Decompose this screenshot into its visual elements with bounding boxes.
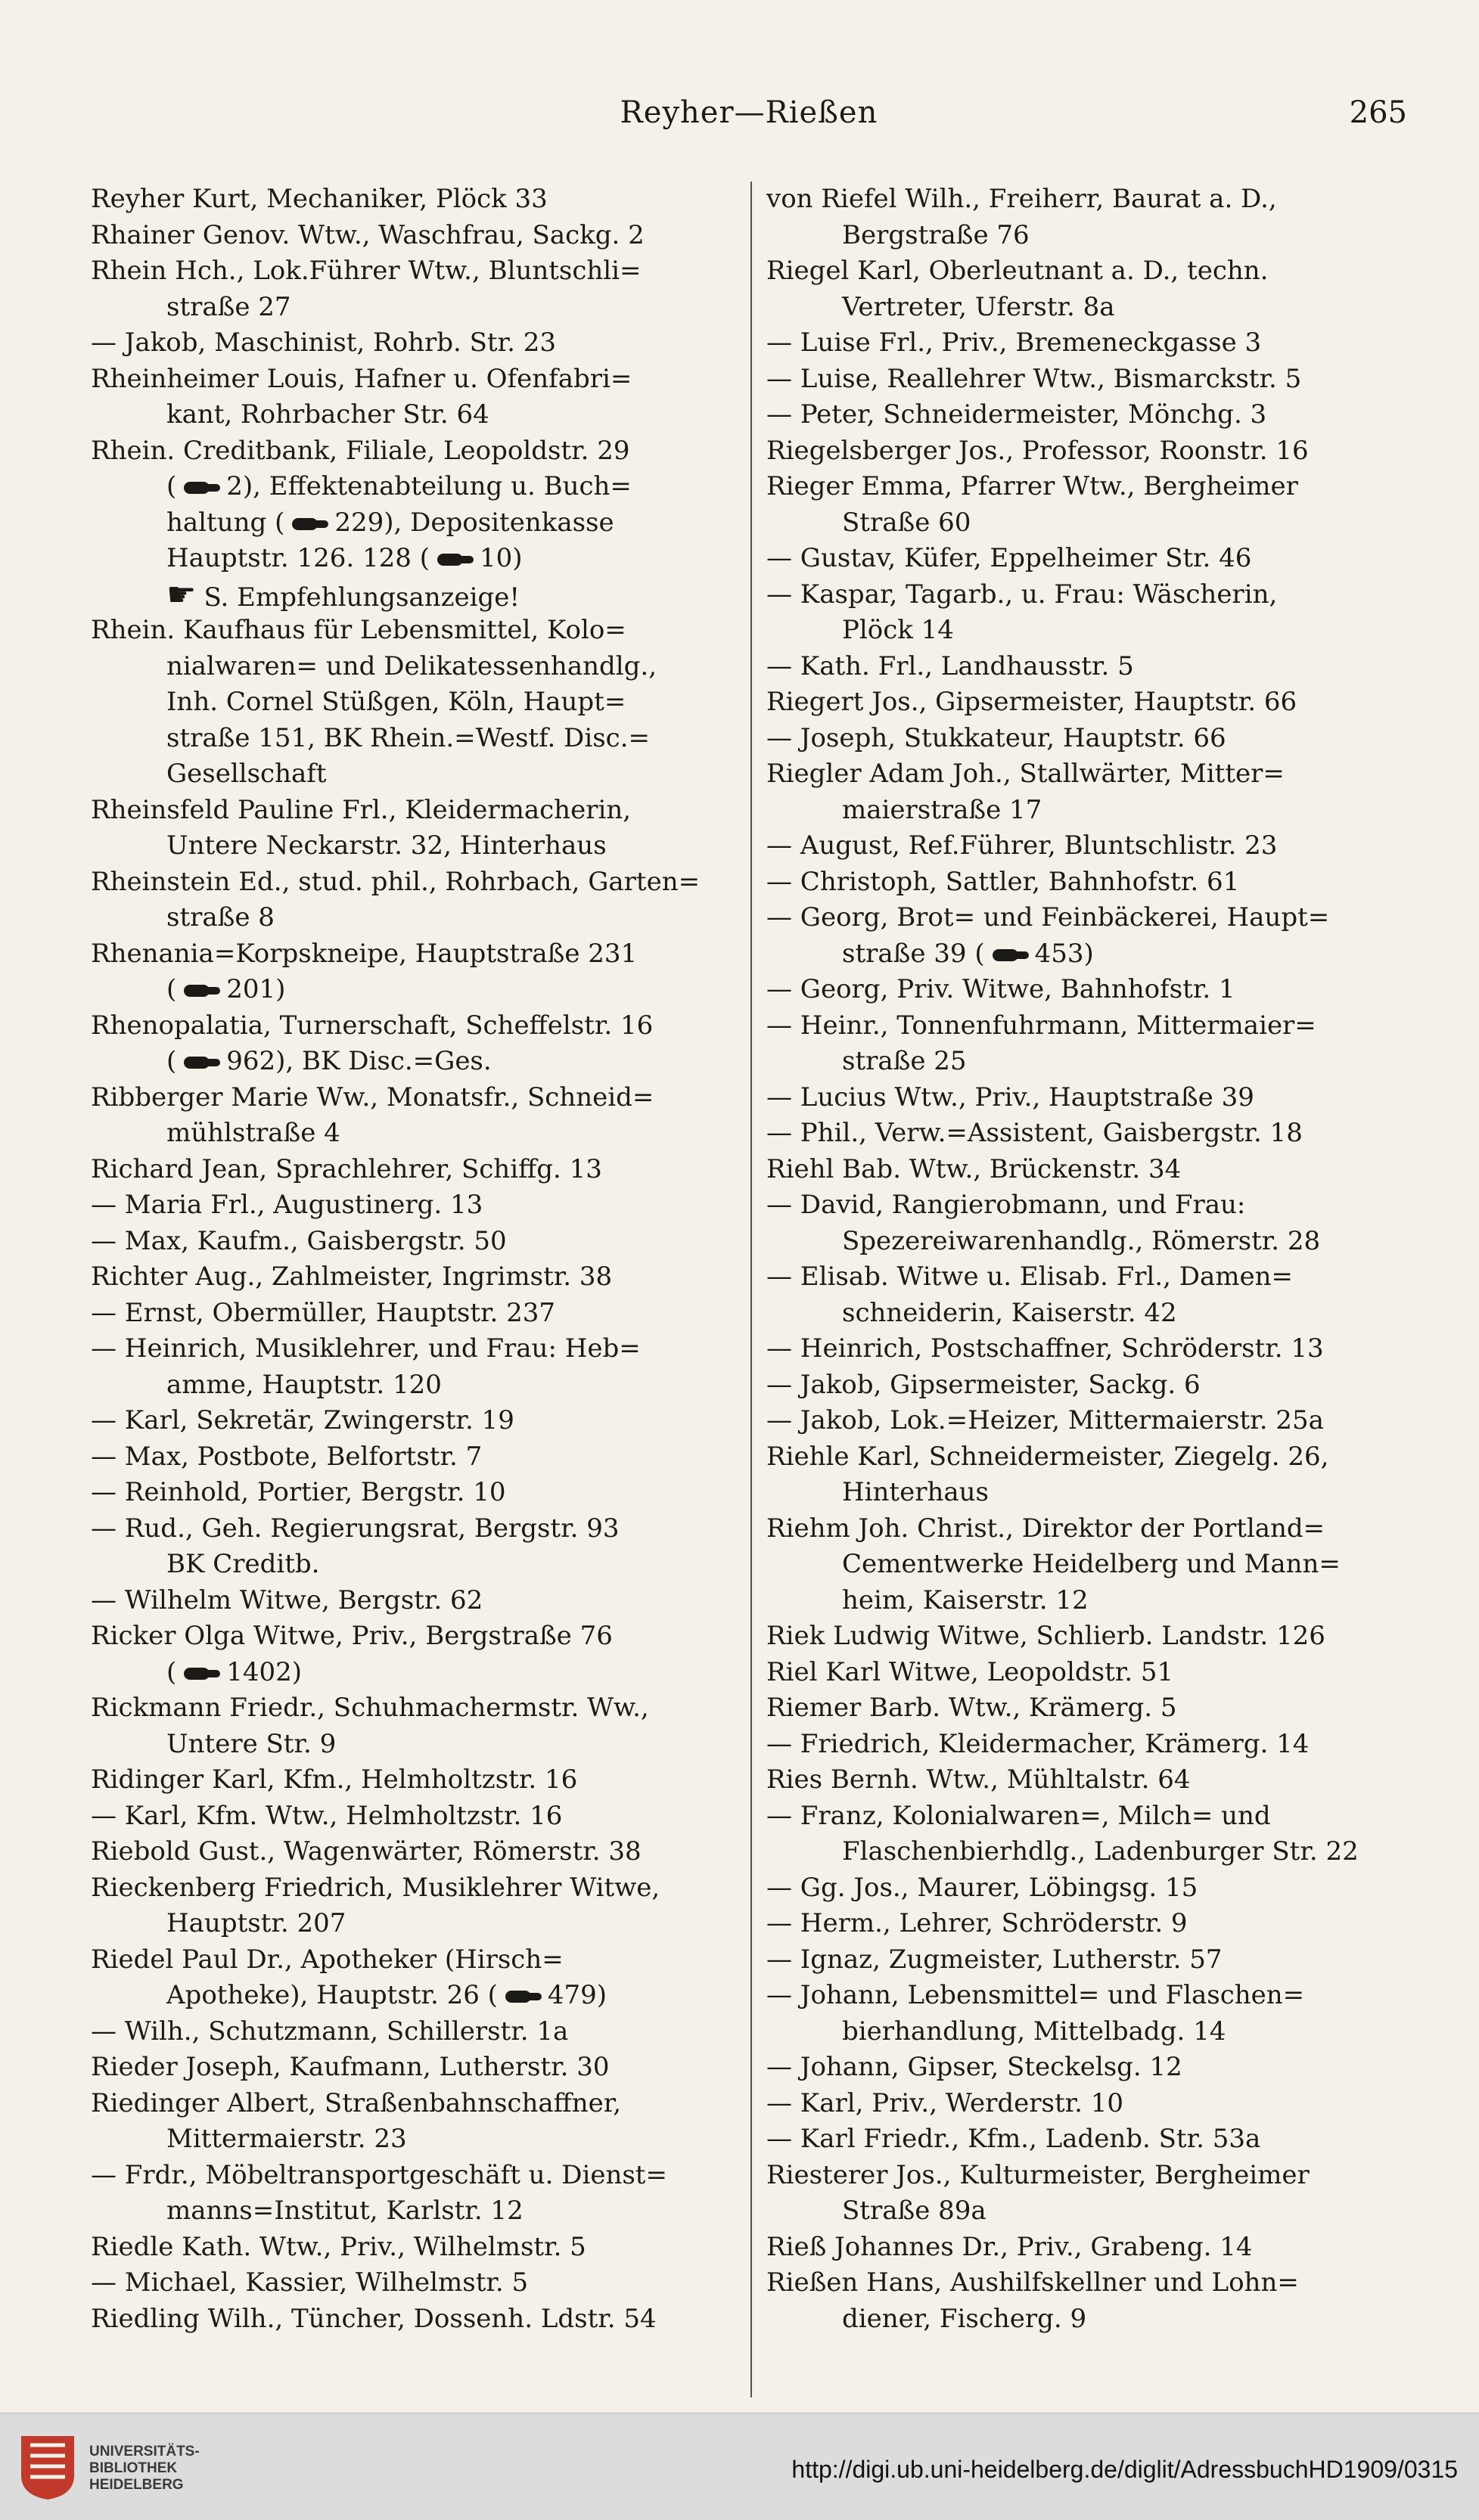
directory-line	[91, 1655, 738, 1691]
directory-line: manns=Institut, Karlstr. 12	[166, 2196, 524, 2226]
directory-line: Rhein Hch., Lok.Führer Wtw., Bluntschli=	[91, 256, 642, 286]
directory-line: — Reinhold, Portier, Bergstr. 10	[91, 1477, 506, 1507]
directory-line: Straße 60	[842, 507, 971, 538]
directory-line: — Karl, Priv., Werderstr. 10	[766, 2087, 1124, 2118]
directory-line: Spezereiwarenhandlg., Römerstr. 28	[842, 1225, 1321, 1256]
directory-line: Gesellschaft	[166, 759, 327, 789]
directory-line	[91, 972, 738, 1008]
telephone-icon	[179, 1666, 223, 1681]
directory-line: — Max, Postbote, Belfortstr. 7	[91, 1441, 483, 1472]
logo-line: BIBLIOTHEK	[89, 2460, 178, 2476]
directory-line: — Georg, Priv. Witwe, Bahnhofstr. 1	[766, 974, 1235, 1004]
entry-text: 10)	[479, 543, 523, 573]
telephone-icon	[179, 480, 223, 495]
directory-line	[91, 1044, 738, 1080]
directory-line	[91, 505, 738, 542]
directory-line: Richter Aug., Zahlmeister, Ingrimstr. 38	[91, 1262, 613, 1292]
right-column	[766, 182, 1407, 2337]
directory-line: — Max, Kaufm., Gaisbergstr. 50	[91, 1225, 507, 1256]
directory-line: straße 8	[166, 902, 275, 933]
entry-text: 479)	[547, 1980, 607, 2010]
directory-line: straße 27	[166, 291, 291, 322]
telephone-icon	[433, 552, 477, 567]
page-title: Reyher—Rießen	[620, 95, 878, 130]
directory-line: — Heinrich, Musiklehrer, und Frau: Heb=	[91, 1333, 641, 1364]
entry-text: 962), BK Disc.=Ges.	[226, 1046, 492, 1076]
column-divider	[750, 182, 752, 2397]
entry-text: 453)	[1034, 938, 1094, 969]
directory-line: Rieckenberg Friedrich, Musiklehrer Witwe,	[91, 1872, 660, 1903]
directory-line: Riedel Paul Dr., Apotheker (Hirsch=	[91, 1944, 564, 1975]
directory-line: — Wilhelm Witwe, Bergstr. 62	[91, 1584, 483, 1615]
directory-line: Riehl Bab. Wtw., Brückenstr. 34	[766, 1153, 1182, 1184]
page-number: 265	[1349, 95, 1407, 130]
directory-line: — Franz, Kolonialwaren=, Milch= und	[766, 1800, 1271, 1831]
entry-text: 201)	[226, 974, 286, 1004]
directory-line: Ribberger Marie Ww., Monatsfr., Schneid=	[91, 1082, 654, 1113]
directory-line: Straße 89a	[842, 2196, 987, 2226]
directory-line: Rieß Johannes Dr., Priv., Grabeng. 14	[766, 2231, 1253, 2262]
directory-line: — Georg, Brot= und Feinbäckerei, Haupt=	[766, 902, 1330, 933]
logo-line: UNIVERSITÄTS-	[89, 2444, 200, 2459]
directory-line: Untere Neckarstr. 32, Hinterhaus	[166, 830, 607, 861]
directory-line	[91, 577, 738, 613]
directory-line: Riegert Jos., Gipsermeister, Hauptstr. 66	[766, 687, 1297, 717]
directory-line: — Gg. Jos., Maurer, Löbingsg. 15	[766, 1872, 1198, 1903]
directory-line: — Karl, Kfm. Wtw., Helmholtzstr. 16	[91, 1800, 563, 1831]
directory-line: Rhein. Kaufhaus für Lebensmittel, Kolo=	[91, 615, 626, 645]
entry-text: S. Empfehlungsanzeige!	[204, 582, 520, 613]
entry-text: (	[166, 1046, 177, 1076]
directory-line: Reyher Kurt, Mechaniker, Plöck 33	[91, 184, 548, 214]
directory-line: Riehle Karl, Schneidermeister, Ziegelg. 26,	[766, 1441, 1329, 1472]
entry-text: haltung (	[166, 507, 285, 538]
directory-line: — Christoph, Sattler, Bahnhofstr. 61	[766, 866, 1240, 897]
directory-line: — Johann, Gipser, Steckelsg. 12	[766, 2052, 1182, 2082]
directory-line: Hinterhaus	[842, 1477, 989, 1507]
directory-line: kant, Rohrbacher Str. 64	[166, 399, 489, 430]
directory-line: — Karl, Sekretär, Zwingerstr. 19	[91, 1405, 514, 1435]
directory-line: Rießen Hans, Aushilfskellner und Lohn=	[766, 2267, 1299, 2298]
directory-line: Cementwerke Heidelberg und Mann=	[842, 1549, 1341, 1579]
telephone-icon	[287, 517, 331, 532]
directory-line: Vertreter, Uferstr. 8a	[842, 291, 1115, 322]
directory-line: — Luise Frl., Priv., Bremeneckgasse 3	[766, 327, 1262, 358]
directory-line: Riegel Karl, Oberleutnant a. D., techn.	[766, 256, 1269, 286]
directory-line: Richard Jean, Sprachlehrer, Schiffg. 13	[91, 1153, 602, 1184]
directory-line: — Ernst, Obermüller, Hauptstr. 237	[91, 1297, 556, 1328]
directory-line: — Kath. Frl., Landhausstr. 5	[766, 650, 1134, 681]
directory-line: — Maria Frl., Augustinerg. 13	[91, 1190, 483, 1220]
directory-line: — Johann, Lebensmittel= und Flaschen=	[766, 1980, 1305, 2010]
university-seal-icon	[14, 2430, 82, 2503]
directory-line: — Elisab. Witwe u. Elisab. Frl., Damen=	[766, 1262, 1293, 1292]
directory-line: — August, Ref.Führer, Bluntschlistr. 23	[766, 830, 1278, 861]
entry-text: (	[166, 974, 177, 1004]
entry-text: Apotheke), Hauptstr. 26 (	[166, 1980, 498, 2010]
directory-line: — Kaspar, Tagarb., u. Frau: Wäscherin,	[766, 579, 1278, 610]
directory-line	[766, 936, 1407, 973]
directory-line: — Heinr., Tonnenfuhrmann, Mittermaier=	[766, 1010, 1316, 1041]
directory-line: Bergstraße 76	[842, 219, 1030, 250]
directory-line: — Karl Friedr., Kfm., Ladenb. Str. 53a	[766, 2124, 1261, 2154]
entry-text: 2), Effektenabteilung u. Buch=	[226, 471, 632, 501]
directory-line: Mittermaierstr. 23	[166, 2124, 407, 2154]
source-url-link[interactable]: http://digi.ub.uni-heidelberg.de/diglit/AdressbuchHD1909/0315	[791, 2456, 1458, 2483]
directory-line: Riek Ludwig Witwe, Schlierb. Landstr. 126	[766, 1621, 1325, 1651]
directory-line: von Riefel Wilh., Freiherr, Baurat a. D.,	[766, 184, 1277, 214]
entry-text: 1402)	[226, 1656, 303, 1687]
logo-line: HEIDELBERG	[89, 2477, 184, 2493]
directory-line: Untere Str. 9	[166, 1728, 337, 1759]
directory-line: Flaschenbierhdlg., Ladenburger Str. 22	[842, 1836, 1359, 1867]
directory-line: Rhein. Creditbank, Filiale, Leopoldstr. 29	[91, 435, 630, 466]
directory-line: Riedinger Albert, Straßenbahnschaffner,	[91, 2087, 622, 2118]
directory-line: Riegler Adam Joh., Stallwärter, Mitter=	[766, 759, 1285, 789]
directory-line: — Peter, Schneidermeister, Mönchg. 3	[766, 399, 1267, 430]
left-column	[91, 182, 738, 2337]
directory-line: — Wilh., Schutzmann, Schillerstr. 1a	[91, 2016, 569, 2047]
library-logo-text	[89, 2444, 200, 2494]
directory-line: heim, Kaiserstr. 12	[842, 1584, 1089, 1615]
directory-line: — David, Rangierobmann, und Frau:	[766, 1190, 1246, 1220]
directory-line: amme, Hauptstr. 120	[166, 1369, 442, 1400]
directory-line: — Lucius Wtw., Priv., Hauptstraße 39	[766, 1082, 1254, 1113]
pointing-hand-icon: ☛	[166, 576, 197, 613]
directory-line: diener, Fischerg. 9	[842, 2303, 1087, 2334]
entry-text: (	[166, 1656, 177, 1687]
directory-line: Riebold Gust., Wagenwärter, Römerstr. 38	[91, 1836, 642, 1867]
directory-line: — Gustav, Küfer, Eppelheimer Str. 46	[766, 543, 1252, 573]
directory-line: straße 151, BK Rhein.=Westf. Disc.=	[166, 722, 650, 753]
directory-line: mühlstraße 4	[166, 1118, 340, 1148]
directory-line: — Friedrich, Kleidermacher, Krämerg. 14	[766, 1728, 1310, 1759]
entry-text: 229), Depositenkasse	[334, 507, 614, 538]
directory-line: Rheinheimer Louis, Hafner u. Ofenfabri=	[91, 363, 632, 394]
directory-line: Ries Bernh. Wtw., Mühltalstr. 64	[766, 1764, 1191, 1795]
entry-text: (	[166, 471, 177, 501]
directory-line: — Phil., Verw.=Assistent, Gaisbergstr. 18	[766, 1118, 1303, 1148]
directory-line: — Michael, Kassier, Wilhelmstr. 5	[91, 2267, 529, 2298]
entry-text: straße 39 (	[842, 938, 985, 969]
running-head	[91, 89, 1407, 135]
directory-line: Ridinger Karl, Kfm., Helmholtzstr. 16	[91, 1764, 578, 1795]
directory-line: BK Creditb.	[166, 1549, 320, 1579]
telephone-icon	[179, 983, 223, 998]
directory-line: straße 25	[842, 1046, 967, 1076]
directory-line: nialwaren= und Delikatessenhandlg.,	[166, 650, 657, 681]
directory-line: Riehm Joh. Christ., Direktor der Portland=	[766, 1513, 1325, 1544]
directory-line: Rieger Emma, Pfarrer Wtw., Bergheimer	[766, 471, 1298, 501]
directory-line: Rhenania=Korpskneipe, Hauptstraße 231	[91, 938, 638, 969]
directory-line: — Frdr., Möbeltransportgeschäft u. Dienst=	[91, 2159, 667, 2190]
directory-line: — Luise, Reallehrer Wtw., Bismarckstr. 5	[766, 363, 1302, 394]
directory-line: Rickmann Friedr., Schuhmachermstr. Ww.,	[91, 1693, 649, 1723]
directory-columns	[91, 182, 1407, 2420]
directory-line: Riedling Wilh., Tüncher, Dossenh. Ldstr. 54	[91, 2303, 657, 2334]
directory-line: — Heinrich, Postschaffner, Schröderstr. 13	[766, 1333, 1324, 1364]
directory-line: maierstraße 17	[842, 794, 1042, 825]
directory-line: Riedle Kath. Wtw., Priv., Wilhelmstr. 5	[91, 2231, 586, 2262]
directory-line: — Rud., Geh. Regierungsrat, Bergstr. 93	[91, 1513, 620, 1544]
entry-text: Hauptstr. 126. 128 (	[166, 543, 430, 573]
directory-line: Riel Karl Witwe, Leopoldstr. 51	[766, 1656, 1174, 1687]
viewer-footer	[0, 2413, 1479, 2520]
directory-line: Inh. Cornel Stüßgen, Köln, Haupt=	[166, 687, 626, 717]
directory-line	[91, 1978, 738, 2014]
directory-line: Rhenopalatia, Turnerschaft, Scheffelstr. 16	[91, 1010, 654, 1041]
telephone-icon	[501, 1989, 545, 2004]
directory-line: — Jakob, Maschinist, Rohrb. Str. 23	[91, 327, 556, 358]
directory-line: — Herm., Lehrer, Schröderstr. 9	[766, 1908, 1188, 1938]
directory-line: Rheinsfeld Pauline Frl., Kleidermacherin,	[91, 794, 632, 825]
directory-line: schneiderin, Kaiserstr. 42	[842, 1297, 1177, 1328]
directory-line: Hauptstr. 207	[166, 1908, 346, 1938]
directory-line: Rhainer Genov. Wtw., Waschfrau, Sackg. 2	[91, 219, 645, 250]
telephone-icon	[179, 1055, 223, 1070]
directory-line	[91, 541, 738, 577]
directory-line: — Jakob, Gipsermeister, Sackg. 6	[766, 1369, 1201, 1400]
directory-line: bierhandlung, Mittelbadg. 14	[842, 2016, 1226, 2047]
directory-line: — Joseph, Stukkateur, Hauptstr. 66	[766, 722, 1226, 753]
directory-line: Riegelsberger Jos., Professor, Roonstr. 16	[766, 435, 1309, 466]
directory-line	[91, 469, 738, 505]
directory-line: Riemer Barb. Wtw., Krämerg. 5	[766, 1693, 1177, 1723]
directory-line: Riesterer Jos., Kulturmeister, Bergheimer	[766, 2159, 1310, 2190]
directory-line: Ricker Olga Witwe, Priv., Bergstraße 76	[91, 1621, 613, 1651]
directory-line: Plöck 14	[842, 615, 954, 645]
directory-line: — Ignaz, Zugmeister, Lutherstr. 57	[766, 1944, 1223, 1975]
telephone-icon	[988, 948, 1032, 963]
directory-line: Rieder Joseph, Kaufmann, Lutherstr. 30	[91, 2052, 610, 2082]
directory-line: — Jakob, Lok.=Heizer, Mittermaierstr. 25a	[766, 1405, 1324, 1435]
directory-line: Rheinstein Ed., stud. phil., Rohrbach, Garten=	[91, 866, 701, 897]
